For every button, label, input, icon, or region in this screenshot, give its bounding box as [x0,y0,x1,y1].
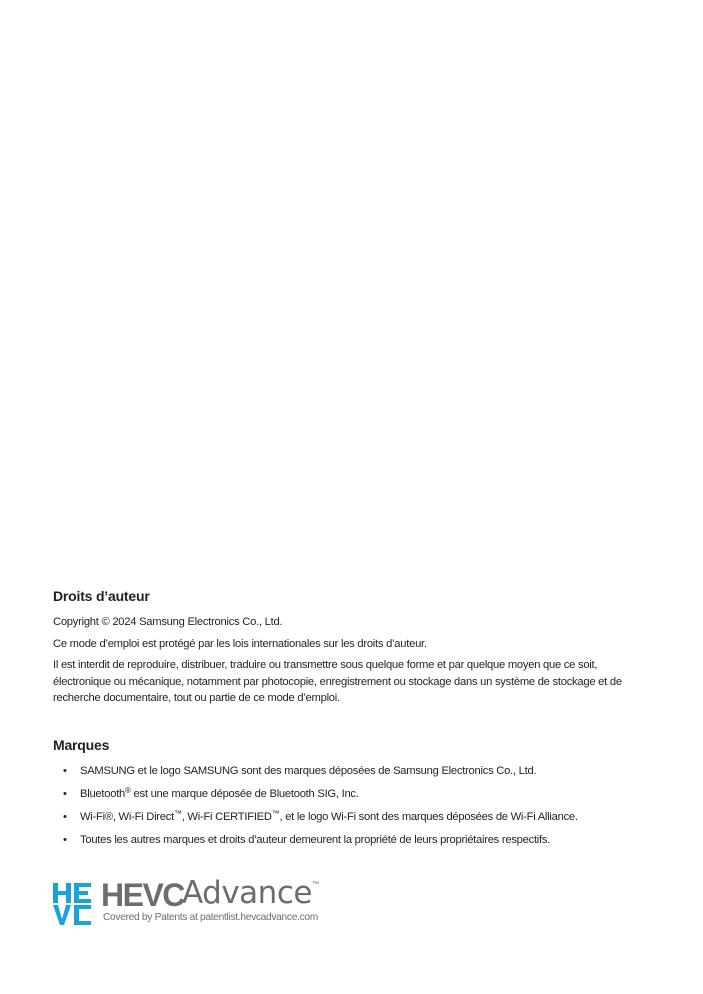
trademark-symbol: ™ [271,808,280,818]
trademark-wifi-part3: , et le logo Wi-Fi sont des marques déposées de Wi-Fi Alliance. [279,810,578,823]
trademark-others-text: Toutes les autres marques et droits d’auteur demeurent la propriété de leurs propriétaires respectifs. [80,833,551,846]
trademark-symbol: ™ [173,808,182,818]
bullet-icon: • [63,787,67,800]
legal-section [53,588,653,855]
list-item [53,809,653,826]
logo-trademark: ™ [312,881,319,888]
trademarks-heading: Marques [53,736,110,753]
logo-brand-light: Advance [182,875,312,911]
trademark-wifi-part2: , Wi-Fi CERTIFIED [181,810,272,823]
trademark-bluetooth-text: est une marque déposée de Bluetooth SIG, Inc. [130,787,359,800]
bullet-icon: • [63,764,67,777]
copyright-line: Copyright © 2024 Samsung Electronics Co., Ltd. [53,616,283,628]
list-item [53,786,653,803]
list-item [53,763,653,780]
copyright-protection-text: Ce mode d’emploi est protégé par les lois internationales sur les droits d’auteur. [53,637,427,650]
copyright-restriction-text: Il est interdit de reproduire, distribuer, traduire ou transmettre sous quelque forme et par quelque moyen que ce soit, électronique ou mécanique, notamment par photocopie, enregistrement ou stockage dans un système de stockage et de recherche documentaire, tout ou partie de ce mode d’emploi. [53,659,622,704]
logo-brand-bold: HEVC [101,877,184,913]
trademark-wifi-part1: Wi-Fi®, Wi-Fi Direct [80,810,174,823]
copyright-heading: Droits d’auteur [53,588,150,604]
logo-subtitle: Covered by Patents at patentlist.hevcadvance.com [103,912,318,923]
bullet-icon: • [63,833,67,846]
trademarks-list [53,763,653,849]
trademark-samsung-text: SAMSUNG et le logo SAMSUNG sont des marques déposées de Samsung Electronics Co., Ltd. [80,764,537,777]
trademark-bluetooth-name: Bluetooth [80,787,126,800]
hevc-mark-icon [53,883,93,925]
list-item [53,832,653,849]
registered-mark: ® [125,785,131,795]
bullet-icon: • [63,810,67,823]
hevc-advance-logo [53,875,333,931]
